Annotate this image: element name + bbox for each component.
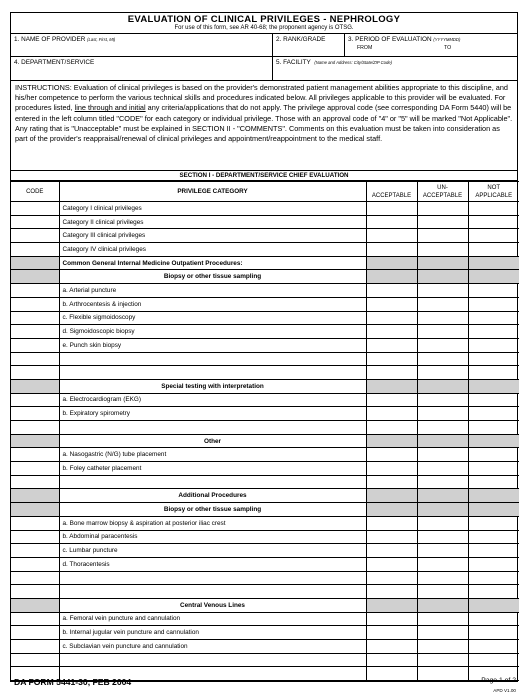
unacceptable-cell[interactable] [417,667,468,681]
code-cell[interactable] [11,243,59,257]
unacceptable-cell[interactable] [417,421,468,435]
group-header-row [11,256,519,270]
blank-entry-cell[interactable] [59,585,366,599]
table-row [11,338,519,352]
table-row-blank [11,421,519,435]
code-cell[interactable] [11,421,59,435]
code-cell[interactable] [11,640,59,654]
table-row [11,243,519,257]
not-applicable-cell[interactable] [468,393,519,407]
group-subheading: Biopsy or other tissue sampling [59,270,366,284]
code-cell[interactable] [11,653,59,667]
blank-entry-cell[interactable] [59,571,366,585]
not-applicable-cell[interactable] [468,311,519,325]
table-row [11,640,519,654]
facility-field[interactable]: 5. FACILITY (Name and Address: City/State/ZIP Code) [276,59,393,66]
table-row [11,215,519,229]
acceptable-cell[interactable] [366,229,417,243]
table-row-blank [11,653,519,667]
table-row [11,557,519,571]
acceptable-cell[interactable] [366,530,417,544]
acceptable-cell[interactable] [366,571,417,585]
table-row-blank [11,571,519,585]
privilege-label: c. Flexible sigmoidoscopy [59,311,366,325]
unacceptable-cell[interactable] [417,311,468,325]
code-cell[interactable] [11,475,59,489]
unacceptable-cell[interactable] [417,557,468,571]
group-heading: Additional Procedures [59,489,366,503]
code-cell[interactable] [11,462,59,476]
page-number: Page 1 of 2 [481,677,516,684]
privilege-label: c. Lumbar puncture [59,544,366,558]
instructions: INSTRUCTIONS: Evaluation of clinical privileges is based on the provider's demonstrated patient management abilities appropriate to this discipline, and his/her competence to perform the various technical skills and procedures indicated below. All privileges applicable to this provider will be evaluated. For procedures listed, line through and initial any criteria/applications that do not apply. The privilege approval code (see corresponding DA Form 5440) will be entered in the left column titled "CODE" for each category or individual privilege. Those with an approval code of "4" or "5" will be marked "Not Applicable". Any rating that is "Unacceptable" must be explained in SECTION II - "COMMENTS". Comments on this evaluation must be taken into consideration as part of the provider's reappraisal/renewal of clinical privileges and appointment/reappointment to the medical staff. [11,81,517,171]
not-applicable-cell[interactable] [468,626,519,640]
not-applicable-cell[interactable] [468,544,519,558]
unacceptable-cell[interactable] [417,544,468,558]
acceptable-cell[interactable] [366,516,417,530]
unacceptable-cell[interactable] [417,653,468,667]
acceptable-cell[interactable] [366,407,417,421]
not-applicable-cell[interactable] [468,229,519,243]
acceptable-cell[interactable] [366,448,417,462]
table-row [11,407,519,421]
code-cell[interactable] [11,311,59,325]
not-applicable-cell[interactable] [468,640,519,654]
not-applicable-cell[interactable] [468,571,519,585]
unacceptable-cell[interactable] [417,202,468,216]
not-applicable-cell[interactable] [468,557,519,571]
code-cell[interactable] [11,557,59,571]
group-subheader-row [11,503,519,517]
unacceptable-cell[interactable] [417,585,468,599]
unacceptable-cell[interactable] [417,516,468,530]
code-cell[interactable] [11,530,59,544]
privilege-label: c. Subclavian vein puncture and cannulation [59,640,366,654]
code-cell[interactable] [11,448,59,462]
unacceptable-cell[interactable] [417,243,468,257]
not-applicable-cell[interactable] [468,448,519,462]
table-row [11,202,519,216]
code-cell[interactable] [11,202,59,216]
acceptable-cell[interactable] [366,640,417,654]
unacceptable-cell[interactable] [417,448,468,462]
table-row [11,448,519,462]
acceptable-column-header: ACCEPTABLE [366,182,417,202]
acceptable-cell[interactable] [366,202,417,216]
unacceptable-cell[interactable] [417,626,468,640]
group-header-row [11,598,519,612]
not-applicable-column-header: NOT APPLICABLE [468,182,519,202]
privilege-label: Category IV clinical privileges [59,243,366,257]
unacceptable-column-header: UN- ACCEPTABLE [417,182,468,202]
not-applicable-cell[interactable] [468,297,519,311]
privilege-label: a. Bone marrow biopsy & aspiration at posterior iliac crest [59,516,366,530]
not-applicable-cell[interactable] [468,338,519,352]
not-applicable-cell[interactable] [468,516,519,530]
not-applicable-cell[interactable] [468,202,519,216]
table-row-blank [11,352,519,366]
acceptable-cell[interactable] [366,352,417,366]
code-cell[interactable] [11,516,59,530]
unacceptable-cell[interactable] [417,462,468,476]
group-heading: Central Venous Lines [59,598,366,612]
acceptable-cell[interactable] [366,462,417,476]
unacceptable-cell[interactable] [417,352,468,366]
group-heading: Other [59,434,366,448]
privilege-label: a. Arterial puncture [59,284,366,298]
blank-entry-cell[interactable] [59,421,366,435]
table-row [11,311,519,325]
blank-entry-cell[interactable] [59,475,366,489]
not-applicable-cell[interactable] [468,612,519,626]
from-to-labels [357,45,517,51]
not-applicable-cell[interactable] [468,325,519,339]
code-cell[interactable] [11,229,59,243]
blank-entry-cell[interactable] [59,653,366,667]
acceptable-cell[interactable] [366,667,417,681]
privilege-label: a. Electrocardiogram (EKG) [59,393,366,407]
unacceptable-cell[interactable] [417,407,468,421]
table-row [11,530,519,544]
provider-name-field[interactable]: 1. NAME OF PROVIDER (Last, First, MI) [11,34,273,56]
acceptable-cell[interactable] [366,557,417,571]
table-row [11,462,519,476]
not-applicable-cell[interactable] [468,462,519,476]
group-header-row [11,379,519,393]
table-row-blank [11,366,519,380]
group-header-row [11,489,519,503]
privilege-label: a. Nasogastric (N/G) tube placement [59,448,366,462]
not-applicable-cell[interactable] [468,585,519,599]
code-cell[interactable] [11,338,59,352]
unacceptable-cell[interactable] [417,475,468,489]
unacceptable-cell[interactable] [417,297,468,311]
group-heading: Common General Internal Medicine Outpatient Procedures: [59,256,366,270]
acceptable-cell[interactable] [366,311,417,325]
form-version: APD V1.00 [493,688,516,693]
form-identifier: DA FORM 5441-30, FEB 2004 [14,677,132,687]
privilege-category-column-header: PRIVILEGE CATEGORY [59,182,366,202]
privilege-label: b. Internal jugular vein puncture and cannulation [59,626,366,640]
privilege-label: d. Sigmoidoscopic biopsy [59,325,366,339]
code-cell[interactable] [11,366,59,380]
code-cell[interactable] [11,352,59,366]
table-row [11,229,519,243]
blank-entry-cell[interactable] [59,366,366,380]
evaluation-form [10,12,518,682]
acceptable-cell[interactable] [366,325,417,339]
unacceptable-cell[interactable] [417,338,468,352]
acceptable-cell[interactable] [366,612,417,626]
unacceptable-cell[interactable] [417,612,468,626]
code-cell[interactable] [11,407,59,421]
table-row [11,516,519,530]
unacceptable-cell[interactable] [417,640,468,654]
privilege-label: b. Abdominal paracentesis [59,530,366,544]
unacceptable-cell[interactable] [417,571,468,585]
privilege-label: Category I clinical privileges [59,202,366,216]
column-header-row [11,182,519,202]
acceptable-cell[interactable] [366,626,417,640]
department-service-field[interactable]: 4. DEPARTMENT/SERVICE [11,57,273,80]
unacceptable-cell[interactable] [417,366,468,380]
blank-entry-cell[interactable] [59,352,366,366]
table-row [11,626,519,640]
form-title: EVALUATION OF CLINICAL PRIVILEGES - NEPHROLOGY [127,14,401,25]
not-applicable-cell[interactable] [468,352,519,366]
table-row [11,612,519,626]
acceptable-cell[interactable] [366,393,417,407]
not-applicable-cell[interactable] [468,366,519,380]
group-header-row [11,434,519,448]
header-row-1 [11,34,517,57]
not-applicable-cell[interactable] [468,653,519,667]
group-heading: Special testing with interpretation [59,379,366,393]
not-applicable-cell[interactable] [468,421,519,435]
code-cell[interactable] [11,393,59,407]
unacceptable-cell[interactable] [417,229,468,243]
group-subheader-row [11,270,519,284]
not-applicable-cell[interactable] [468,243,519,257]
privilege-label: e. Punch skin biopsy [59,338,366,352]
evaluation-period-field[interactable]: 3. PERIOD OF EVALUATION (YYYYMMDD) FROM TO [345,34,517,56]
code-cell[interactable] [11,215,59,229]
acceptable-cell[interactable] [366,366,417,380]
unacceptable-cell[interactable] [417,215,468,229]
not-applicable-cell[interactable] [468,215,519,229]
acceptable-cell[interactable] [366,544,417,558]
code-cell[interactable] [11,585,59,599]
code-cell[interactable] [11,325,59,339]
acceptable-cell[interactable] [366,585,417,599]
table-row-blank [11,475,519,489]
acceptable-cell[interactable] [366,421,417,435]
code-cell[interactable] [11,571,59,585]
acceptable-cell[interactable] [366,243,417,257]
not-applicable-cell[interactable] [468,530,519,544]
code-cell[interactable] [11,284,59,298]
privilege-label: Category III clinical privileges [59,229,366,243]
unacceptable-cell[interactable] [417,325,468,339]
unacceptable-cell[interactable] [417,530,468,544]
privilege-label: a. Femoral vein puncture and cannulation [59,612,366,626]
privilege-label: b. Arthrocentesis & injection [59,297,366,311]
table-row [11,544,519,558]
rank-grade-field[interactable]: 2. RANK/GRADE [273,34,345,56]
header-row-2 [11,57,517,81]
privilege-label: d. Thoracentesis [59,557,366,571]
code-cell[interactable] [11,544,59,558]
not-applicable-cell[interactable] [468,284,519,298]
code-cell[interactable] [11,612,59,626]
table-row [11,325,519,339]
table-row [11,393,519,407]
privilege-label: b. Expiratory spirometry [59,407,366,421]
table-row-blank [11,585,519,599]
table-row [11,284,519,298]
acceptable-cell[interactable] [366,475,417,489]
code-column-header: CODE [11,182,59,202]
from-label: FROM [357,45,373,51]
code-cell[interactable] [11,626,59,640]
not-applicable-cell[interactable] [468,407,519,421]
privilege-label: b. Foley catheter placement [59,462,366,476]
group-subheading: Biopsy or other tissue sampling [59,503,366,517]
not-applicable-cell[interactable] [468,475,519,489]
acceptable-cell[interactable] [366,284,417,298]
privilege-label: Category II clinical privileges [59,215,366,229]
unacceptable-cell[interactable] [417,393,468,407]
form-subtitle: For use of this form, see AR 40-68; the proponent agency is OTSG. [11,25,517,34]
acceptable-cell[interactable] [366,653,417,667]
table-row [11,297,519,311]
privilege-table [11,181,519,681]
section-title: SECTION I - DEPARTMENT/SERVICE CHIEF EVALUATION [11,171,517,181]
unacceptable-cell[interactable] [417,284,468,298]
acceptable-cell[interactable] [366,215,417,229]
acceptable-cell[interactable] [366,338,417,352]
code-cell[interactable] [11,297,59,311]
to-label: TO [444,45,452,51]
acceptable-cell[interactable] [366,297,417,311]
